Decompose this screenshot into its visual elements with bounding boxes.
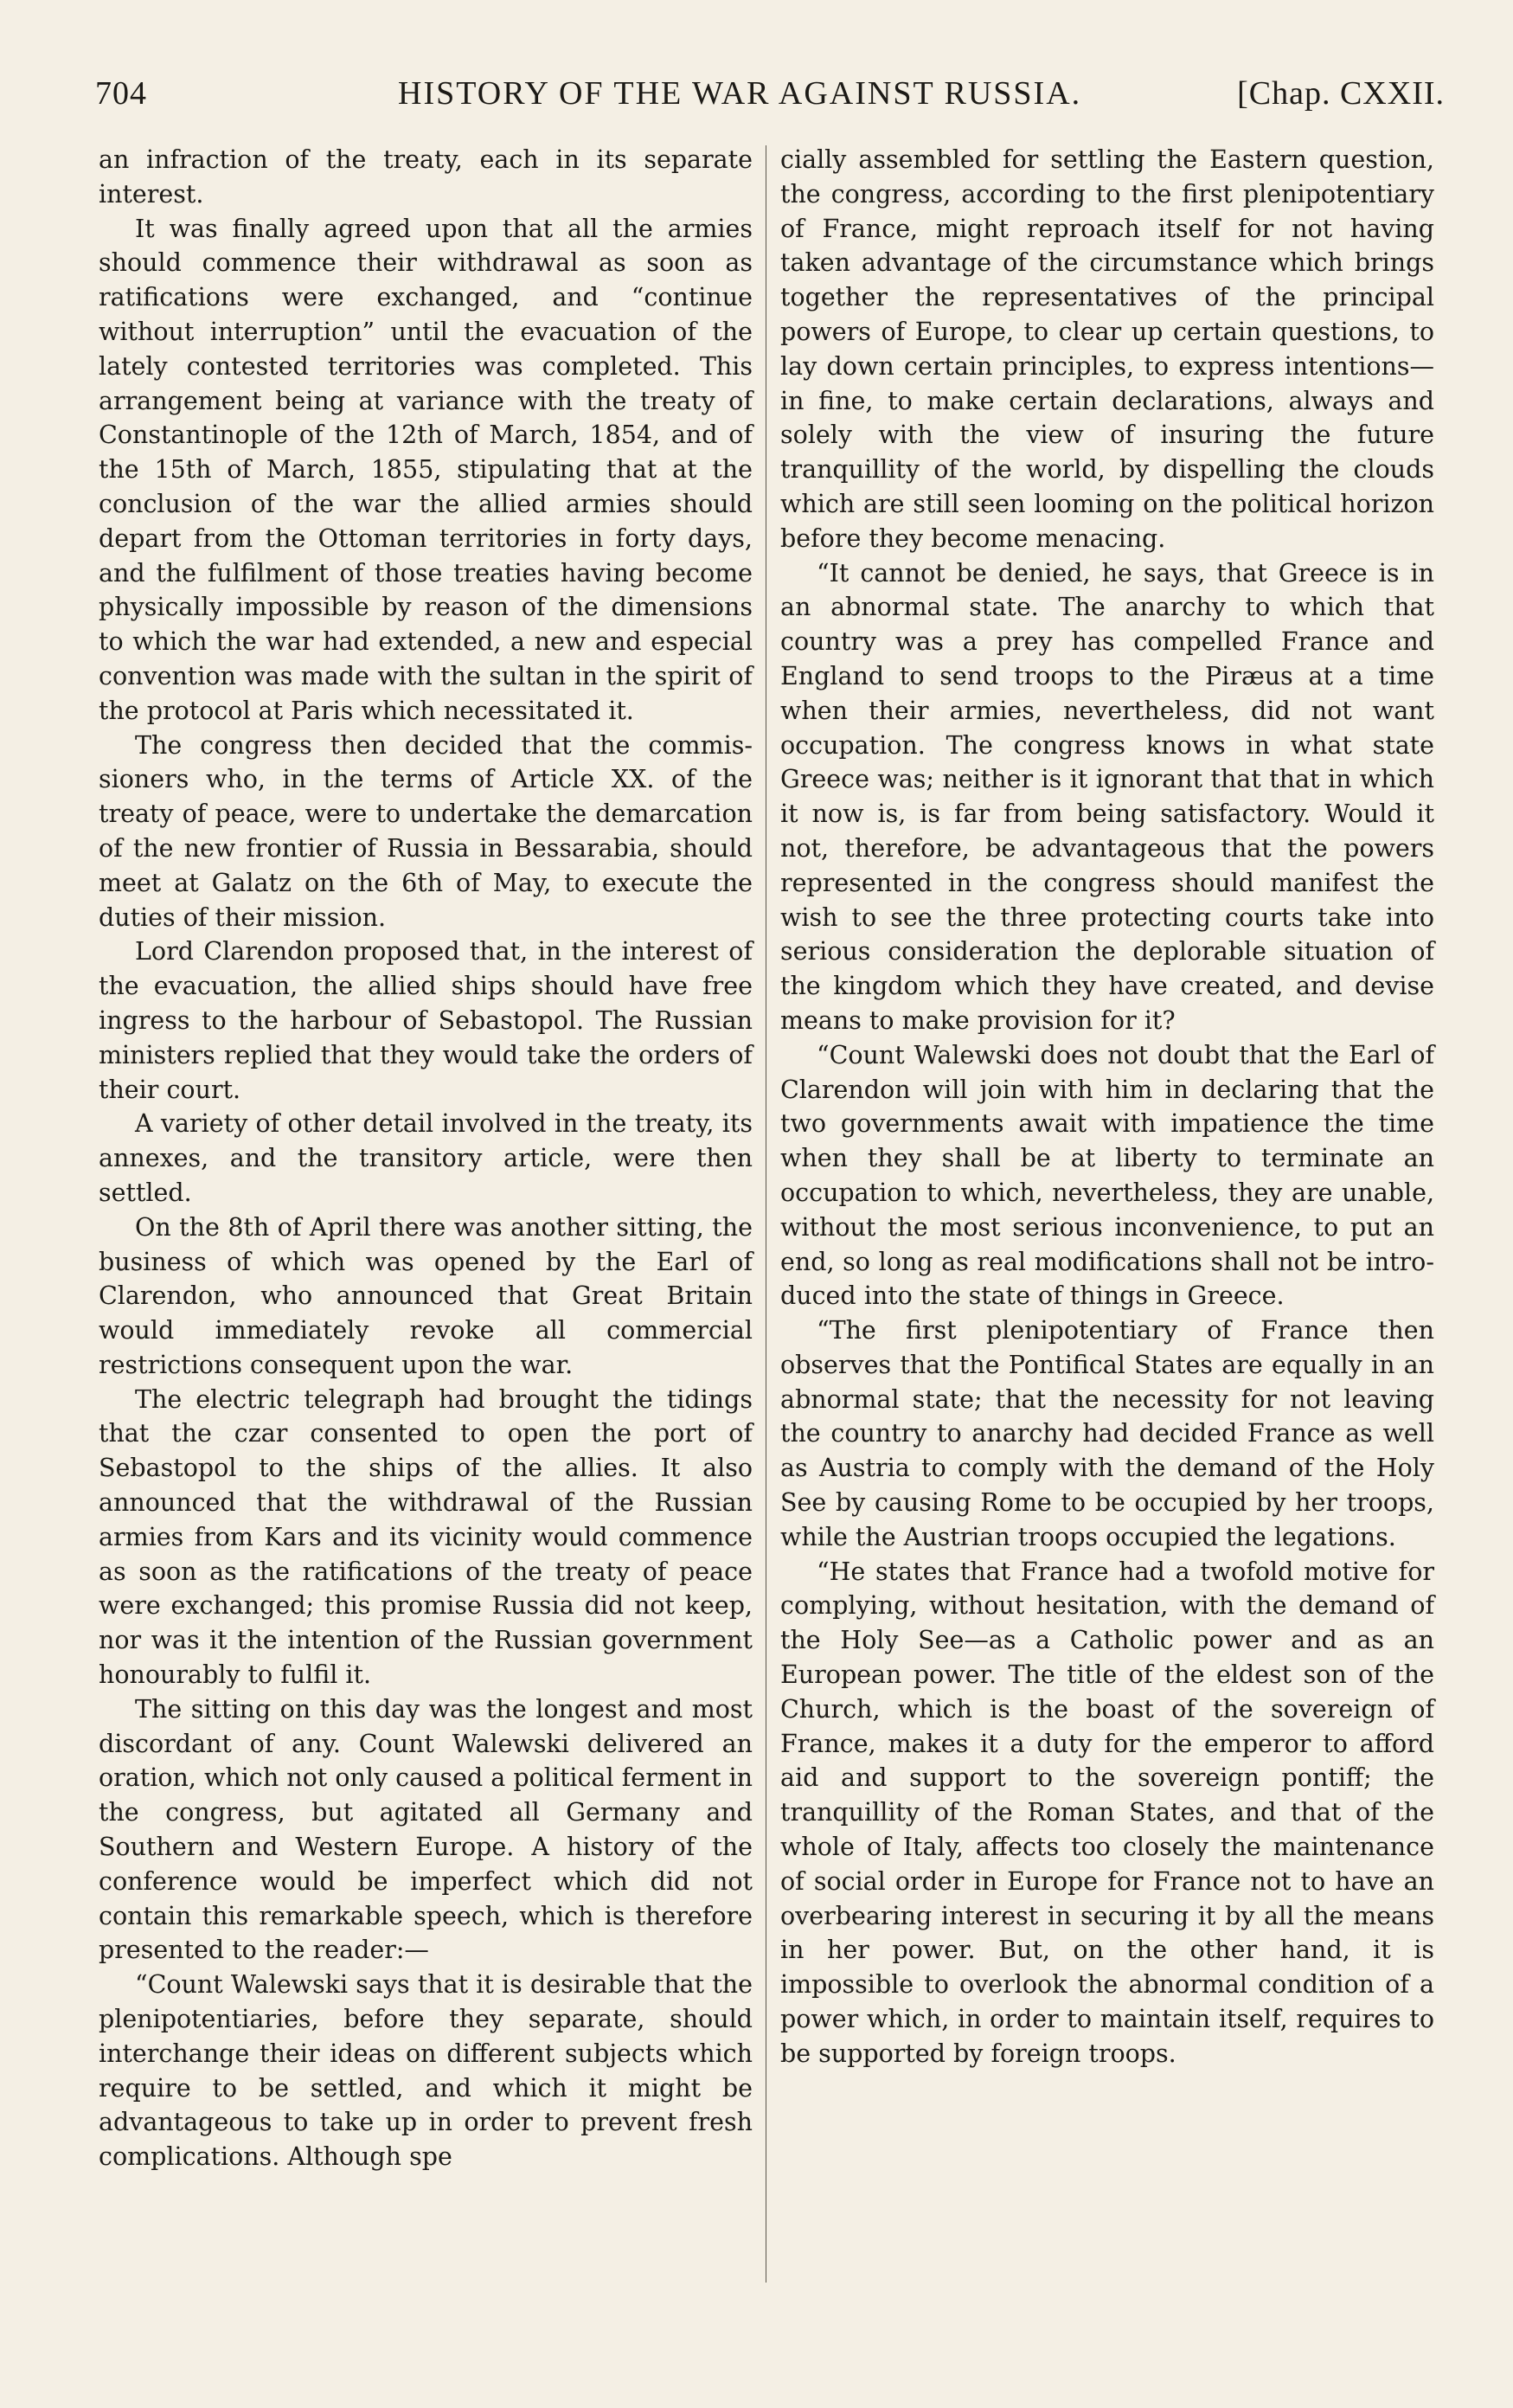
paragraph: The electric telegraph had brought the tidings that the czar consented to open the port of Sebastopol to the ships of the allies. It also announced that the withdrawal of the Russian armies from Kars and its vicinity would commence as soon as the ratifications of the treaty of peace were exchanged; this promise Russia did not keep, nor was it the intention of the Russian government honourably to fulfil it.: [99, 1384, 753, 1690]
page-number: 704: [95, 75, 147, 112]
paragraph: “Count Walewski does not doubt that the Earl of Clarendon will join with him in declaring that the two governments await with impatience the time when they shall be at liberty to terminate an occupation to which, nevertheless, they are unable, without the most serious inconvenience, to put an end, so long as real modifications shall not be introduced into the state of things in Greece.: [780, 1040, 1434, 1311]
paragraph: It was finally agreed upon that all the armies should commence their withdrawal as soon as ratifications were exchanged, and “continue without interruption” until the evacuation of the lately contested territories was completed. This arrangement being at variance with the treaty of Constantinople of the 12th of March, 1854, and of the 15th of March, 1855, stipulating that at the conclusion of the war the allied armies should depart from the Ottoman territories in forty days, and the fulfilment of those treaties having become physically impossible by reason of the dimensions to which the war had extended, a new and especial convention was made with the sultan in the spirit of the protocol at Paris which necessitated it.: [99, 214, 753, 725]
paragraph: “The first plenipotentiary of France then observes that the Pontifical States are equally in an abnormal state; that the necessity for not leaving the country to anarchy had decided France as well as Austria to comply with the demand of the Holy See by causing Rome to be occupied by her troops, while the Austrian troops occupied the legations.: [780, 1316, 1434, 1551]
right-column: [780, 143, 1434, 2071]
paragraph: “It cannot be denied, he says, that Greece is in an abnormal state. The anarchy to which that country was a prey has compelled France and England to send troops to the Piræus at a time when their armies, nevertheless, did not want occupation. The congress knows in what state Greece was; neither is it ignorant that that in which it now is, is far from being satisfactory. Would it not, therefore, be advantageous that the powers represented in the congress should manifest the wish to see the three protecting courts take into serious consideration the deplorable situation of the kingdom which they have created, and devise means to make provision for it?: [780, 558, 1434, 1035]
left-column: [99, 143, 753, 2174]
paragraph: A variety of other detail involved in the treaty, its annexes, and the transitory article, were then settled.: [99, 1109, 753, 1207]
paragraph: On the 8th of April there was another sitting, the business of which was opened by the Earl of Clarendon, who announced that Great Britain would immediately revoke all commercial restrictions consequent upon the war.: [99, 1212, 753, 1379]
running-title: HISTORY OF THE WAR AGAINST RUSSIA.: [398, 75, 1082, 112]
paragraph: “Count Walewski says that it is desirable that the plenipotentiaries, before they separate, should interchange their ideas on different subjects which require to be settled, and which it might be advantageous to take up in order to prevent fresh complications. Although spe: [99, 1970, 753, 2172]
paragraph: The sitting on this day was the longest and most discordant of any. Count Walewski delivered an oration, which not only caused a political ferment in the congress, but agitated all Germany and Southern and Western Europe. A history of the conference would be imperfect which did not contain this remarkable speech, which is therefore presented to the reader:—: [99, 1694, 753, 1965]
paragraph: The congress then decided that the commissioners who, in the terms of Article XX. of the treaty of peace, were to undertake the demarcation of the new frontier of Russia in Bessarabia, should meet at Galatz on the 6th of May, to execute the duties of their mission.: [99, 730, 753, 932]
chapter-label: [Chap. CXXII.: [1237, 75, 1445, 112]
paragraph: “He states that France had a twofold motive for complying, without hesitation, with the demand of the Holy See—as a Catholic power and as an European power. The title of the eldest son of the Church, which is the boast of the sovereign of France, makes it a duty for the emperor to afford aid and support to the sovereign pontiff; the tranquillity of the Roman States, and that of the whole of Italy, affects too closely the maintenance of social order in Europe for France not to have an overbearing interest in securing it by all the means in her power. But, on the other hand, it is impossible to overlook the abnormal condition of a power which, in order to maintain itself, requires to be supported by foreign troops.: [780, 1557, 1434, 2068]
paragraph: Lord Clarendon proposed that, in the interest of the evacuation, the allied ships should have free ingress to the harbour of Sebastopol. The Russian ministers replied that they would take the orders of their court.: [99, 937, 753, 1104]
running-header: [95, 74, 1445, 126]
paragraph: cially assembled for settling the Eastern question, the congress, according to the first plenipotentiary of France, might reproach itself for not having taken advantage of the circumstance which brings together the representatives of the principal powers of Europe, to clear up certain questions, to lay down certain principles, to express intentions—in fine, to make certain declarations, always and solely with the view of insuring the future tranquillity of the world, by dispelling the clouds which are still seen looming on the political horizon before they become menacing.: [780, 145, 1434, 553]
paragraph: an infraction of the treaty, each in its separate interest.: [99, 145, 753, 209]
